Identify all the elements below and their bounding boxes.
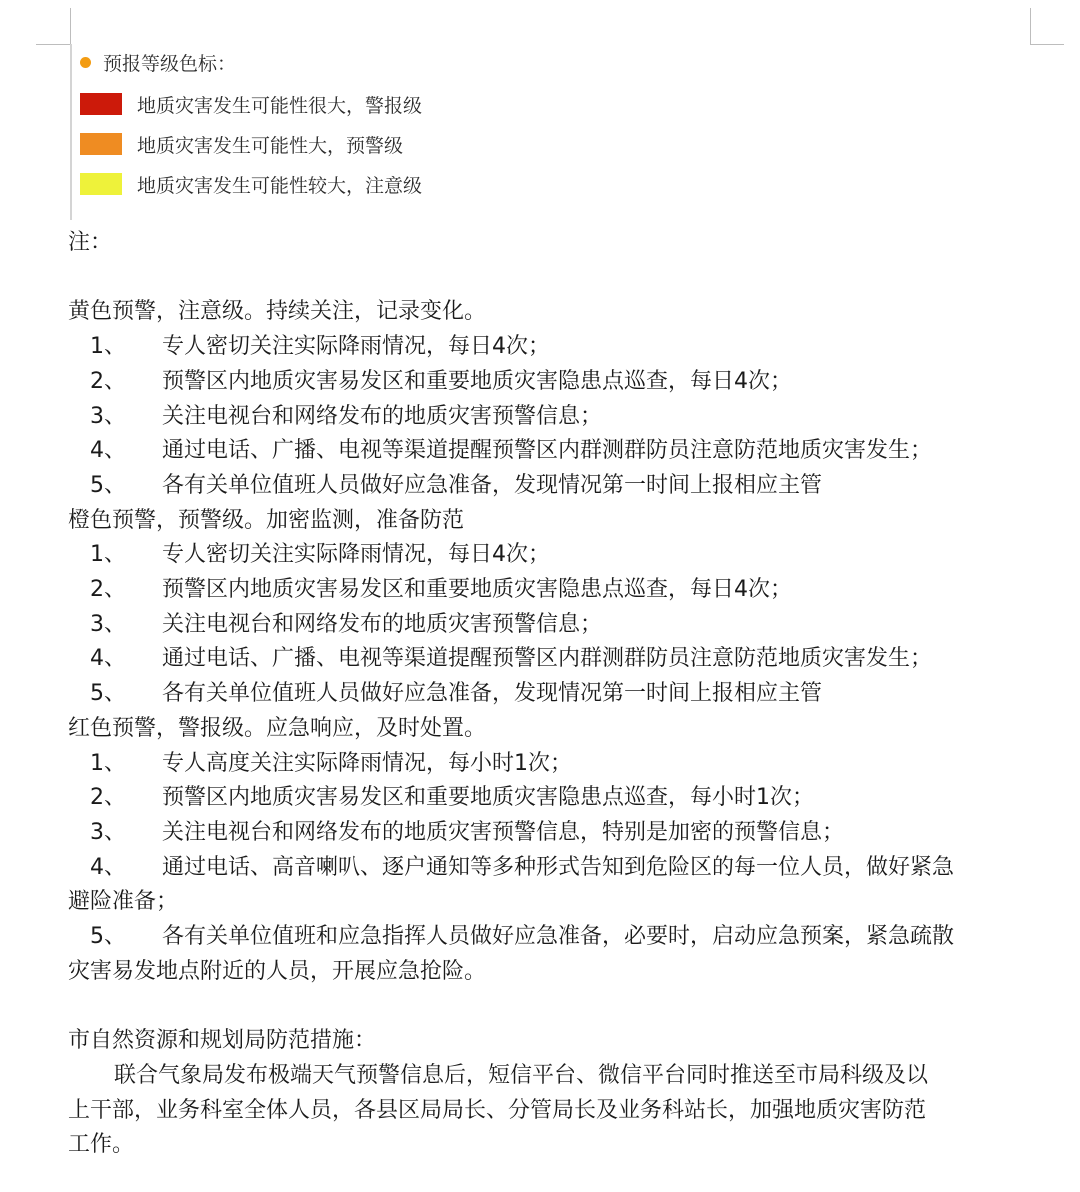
legend-row-red (80, 92, 422, 116)
yellow-item (68, 469, 998, 504)
blank-line (68, 989, 998, 1024)
item-number: 4、 (90, 438, 126, 464)
note-label: 注： (68, 230, 113, 255)
legend-row-orange (80, 132, 422, 156)
item-number: 4、 (90, 646, 126, 672)
yellow-item (68, 330, 998, 365)
legend-title-row (80, 48, 422, 76)
item-text: 关注电视台和网络发布的地质灾害预警信息； (162, 403, 603, 429)
item-text: 通过电话、高音喇叭、逐户通知等多种形式告知到危险区的每一位人员，做好紧急 (162, 854, 955, 880)
red-item (68, 920, 998, 955)
item-number: 1、 (90, 334, 126, 360)
item-number: 1、 (90, 542, 126, 568)
bureau-heading: 市自然资源和规划局防范措施： (68, 1028, 377, 1054)
bureau-paragraph-line: 上干部，业务科室全体人员，各县区局局长、分管局长及业务科站长，加强地质灾害防范 (68, 1097, 927, 1123)
page-corner-mark-left (70, 8, 71, 44)
item-text: 预警区内地质灾害易发区和重要地质灾害隐患点巡查，每小时1次； (162, 785, 814, 811)
orange-item (68, 642, 998, 677)
orange-item (68, 538, 998, 573)
blank-line (68, 261, 998, 296)
item-number: 2、 (90, 577, 126, 603)
bureau-paragraph-line: 工作。 (68, 1132, 135, 1158)
orange-warning-heading: 橙色预警，预警级。加密监测，准备防范 (68, 507, 465, 533)
item-number: 3、 (90, 819, 126, 845)
item-number: 1、 (90, 750, 126, 776)
item-text: 预警区内地质灾害易发区和重要地质灾害隐患点巡查，每日4次； (162, 577, 792, 603)
red-warning-heading: 红色预警，警报级。应急响应，及时处置。 (68, 715, 487, 741)
item-text: 各有关单位值班人员做好应急准备，发现情况第一时间上报相应主管 (162, 681, 823, 707)
item-number: 3、 (90, 403, 126, 429)
item-text: 预警区内地质灾害易发区和重要地质灾害隐患点巡查，每日4次； (162, 368, 792, 394)
bureau-paragraph-line: 联合气象局发布极端天气预警信息后，短信平台、微信平台同时推送至市局科级及以 (114, 1062, 929, 1088)
color-legend (80, 48, 422, 196)
item-text: 关注电视台和网络发布的地质灾害预警信息，特别是加密的预警信息； (162, 819, 845, 845)
item-text: 各有关单位值班和应急指挥人员做好应急准备，必要时，启动应急预案，紧急疏散 (162, 924, 955, 950)
item-text: 通过电话、广播、电视等渠道提醒预警区内群测群防员注意防范地质灾害发生； (162, 646, 933, 672)
legend-row-yellow (80, 172, 422, 196)
bullet-dot-icon (80, 57, 91, 68)
item-number: 2、 (90, 368, 126, 394)
yellow-item (68, 365, 998, 400)
red-item (68, 747, 998, 782)
page-corner-mark-left-h (36, 44, 70, 45)
red-swatch (80, 93, 122, 115)
item-number: 5、 (90, 924, 126, 950)
document-body (68, 226, 998, 1163)
legend-label-yellow: 地质灾害发生可能性较大，注意级 (137, 174, 423, 197)
yellow-item (68, 400, 998, 435)
item-text: 各有关单位值班人员做好应急准备，发现情况第一时间上报相应主管 (162, 472, 823, 498)
red-item (68, 781, 998, 816)
item-text-continuation: 避险准备； (68, 889, 179, 915)
yellow-swatch (80, 173, 122, 195)
orange-item (68, 573, 998, 608)
page-corner-mark-right-h (1030, 44, 1064, 45)
item-text: 专人密切关注实际降雨情况，每日4次； (162, 542, 550, 568)
orange-swatch (80, 133, 122, 155)
item-number: 3、 (90, 611, 126, 637)
page-corner-mark-right (1030, 8, 1031, 44)
item-number: 5、 (90, 472, 126, 498)
item-text: 关注电视台和网络发布的地质灾害预警信息； (162, 611, 603, 637)
yellow-warning-heading: 黄色预警，注意级。持续关注，记录变化。 (68, 299, 487, 325)
red-item (68, 816, 998, 851)
red-item (68, 851, 998, 886)
item-number: 5、 (90, 681, 126, 707)
item-number: 2、 (90, 785, 126, 811)
yellow-item (68, 434, 998, 469)
legend-label-red: 地质灾害发生可能性很大，警报级 (137, 94, 423, 117)
item-text: 通过电话、广播、电视等渠道提醒预警区内群测群防员注意防范地质灾害发生； (162, 438, 933, 464)
legend-title: 预报等级色标： (103, 52, 237, 75)
legend-label-orange: 地质灾害发生可能性大，预警级 (137, 134, 404, 157)
orange-item (68, 677, 998, 712)
item-text: 专人高度关注实际降雨情况，每小时1次； (162, 750, 572, 776)
item-text-continuation: 灾害易发地点附近的人员，开展应急抢险。 (68, 958, 487, 984)
orange-item (68, 608, 998, 643)
item-number: 4、 (90, 854, 126, 880)
legend-side-bar (70, 44, 72, 220)
item-text: 专人密切关注实际降雨情况，每日4次； (162, 334, 550, 360)
